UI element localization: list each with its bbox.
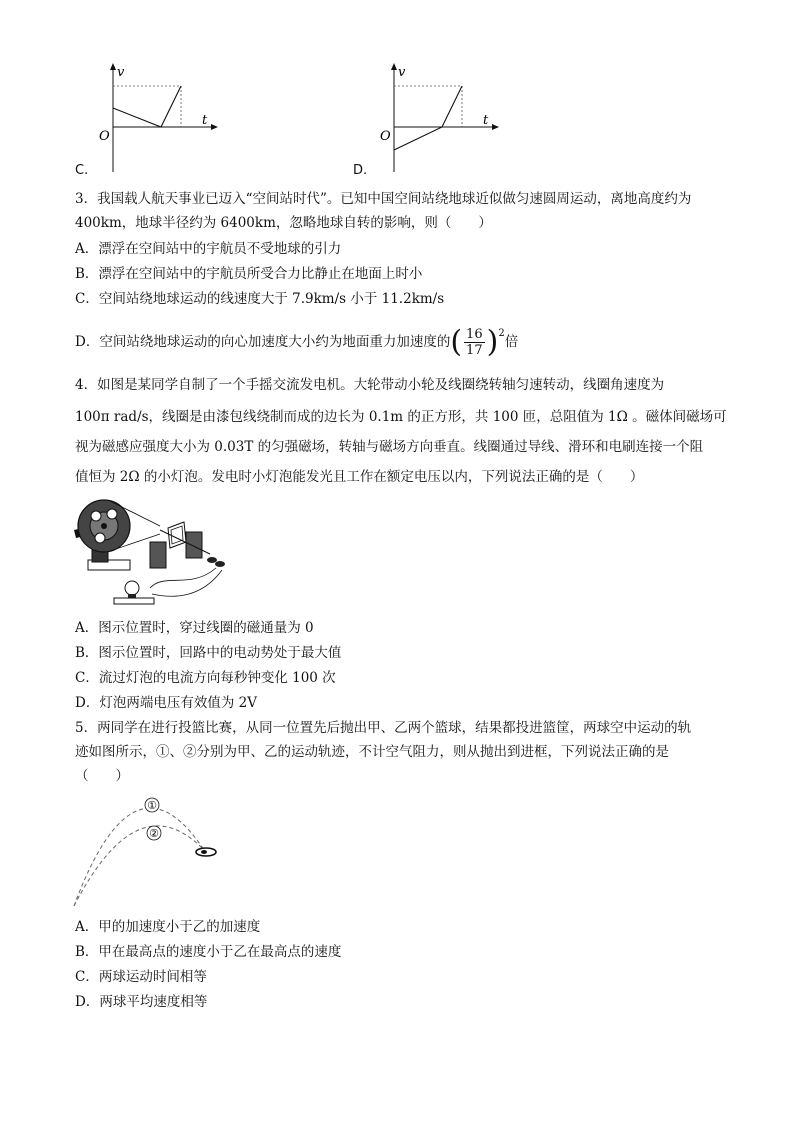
graph-d-label: D. [353, 163, 368, 178]
q4-stem-line4: 值恒为 2Ω 的小灯泡。发电时小灯泡能发光且工作在额定电压以内，下列说法正确的是（ ） [75, 469, 644, 485]
q3-option-d-suffix: 倍 [504, 334, 519, 350]
q3-option-c: C．空间站绕地球运动的线速度大于 7.9km/s 小于 11.2km/s [75, 291, 445, 307]
q4-option-c: C．流过灯泡的电流方向每秒钟变化 100 次 [75, 670, 336, 686]
graph-c-v-label: v [117, 65, 125, 80]
q5-option-d: D．两球平均速度相等 [75, 994, 208, 1010]
q5-stem-line2: 迹如图所示，①、②分别为甲、乙的运动轨迹，不计空气阻力，则从抛出到进框，下列说法正确的是 [75, 744, 669, 760]
q3-option-d-prefix: D．空间站绕地球运动的向心加速度大小约为地面重力加速度的 [75, 334, 451, 350]
q3-option-d-numerator: 16 [466, 327, 483, 342]
q3-option-d: D．空间站绕地球运动的向心加速度大小约为地面重力加速度的( $\frac{16}{17}$ )$^2$倍 [75, 324, 519, 360]
q3-stem-line1: 3．我国载人航天事业已迈入“空间站时代”。已知中国空间站绕地球近似做匀速圆周运动，离地高度约为 [75, 191, 692, 207]
q5-stem-line3: （ ） [75, 768, 129, 784]
trajectory-1-label: ① [147, 799, 157, 812]
generator-figure [70, 490, 230, 610]
q3-option-d-exponent: 2 [498, 328, 505, 339]
q4-option-a: A．图示位置时，穿过线圈的磁通量为 0 [75, 620, 314, 636]
trajectory-1-path [74, 808, 204, 906]
q5-option-a: A．甲的加速度小于乙的加速度 [75, 919, 261, 935]
graph-c-origin: O [99, 129, 110, 144]
q4-option-b: B．图示位置时，回路中的电动势处于最大值 [75, 645, 342, 661]
q4-stem-line1: 4．如图是某同学自制了一个手摇交流发电机。大轮带动小轮及线圈绕转轴匀速转动，线圈角速度为 [75, 377, 665, 393]
q5-stem-line1: 5．两同学在进行投篮比赛，从同一位置先后抛出甲、乙两个篮球，结果都投进篮筐，两球空中运动的轨 [75, 720, 692, 736]
graph-c [95, 60, 235, 180]
trajectory-figure [68, 788, 228, 910]
graph-d-t-label: t [483, 113, 489, 128]
graph-c-t-label: t [202, 113, 208, 128]
q3-option-d-denominator: 17 [466, 343, 483, 358]
q5-option-c: C．两球运动时间相等 [75, 969, 207, 985]
q3-stem-line2: 400km，地球半径约为 6400km，忽略地球自转的影响，则（ ） [75, 215, 492, 231]
light-bulb [125, 581, 139, 595]
trajectory-2-path [74, 826, 204, 906]
q3-option-a: A．漂浮在空间站中的宇航员不受地球的引力 [75, 241, 342, 257]
q4-option-d: D．灯泡两端电压有效值为 2V [75, 695, 257, 711]
graph-d-v-label: v [398, 65, 406, 80]
q3-option-b: B．漂浮在空间站中的宇航员所受合力比静止在地面上时小 [75, 266, 423, 282]
graph-d [376, 60, 516, 180]
q5-option-b: B．甲在最高点的速度小于乙在最高点的速度 [75, 944, 342, 960]
trajectory-2-label: ② [149, 827, 159, 840]
graph-d-origin: O [380, 129, 391, 144]
graph-c-label: C. [75, 163, 89, 178]
q3-option-d-fraction [464, 327, 485, 358]
q4-stem-line2: 100π rad/s，线圈是由漆包线绕制而成的边长为 0.1m 的正方形，共 100 匝，总阻值为 1Ω 。磁体间磁场可 [75, 409, 727, 425]
q4-stem-line3: 视为磁感应强度大小为 0.03T 的匀强磁场，转轴与磁场方向垂直。线圈通过导线、滑环和电刷连接一个阻 [75, 439, 704, 455]
